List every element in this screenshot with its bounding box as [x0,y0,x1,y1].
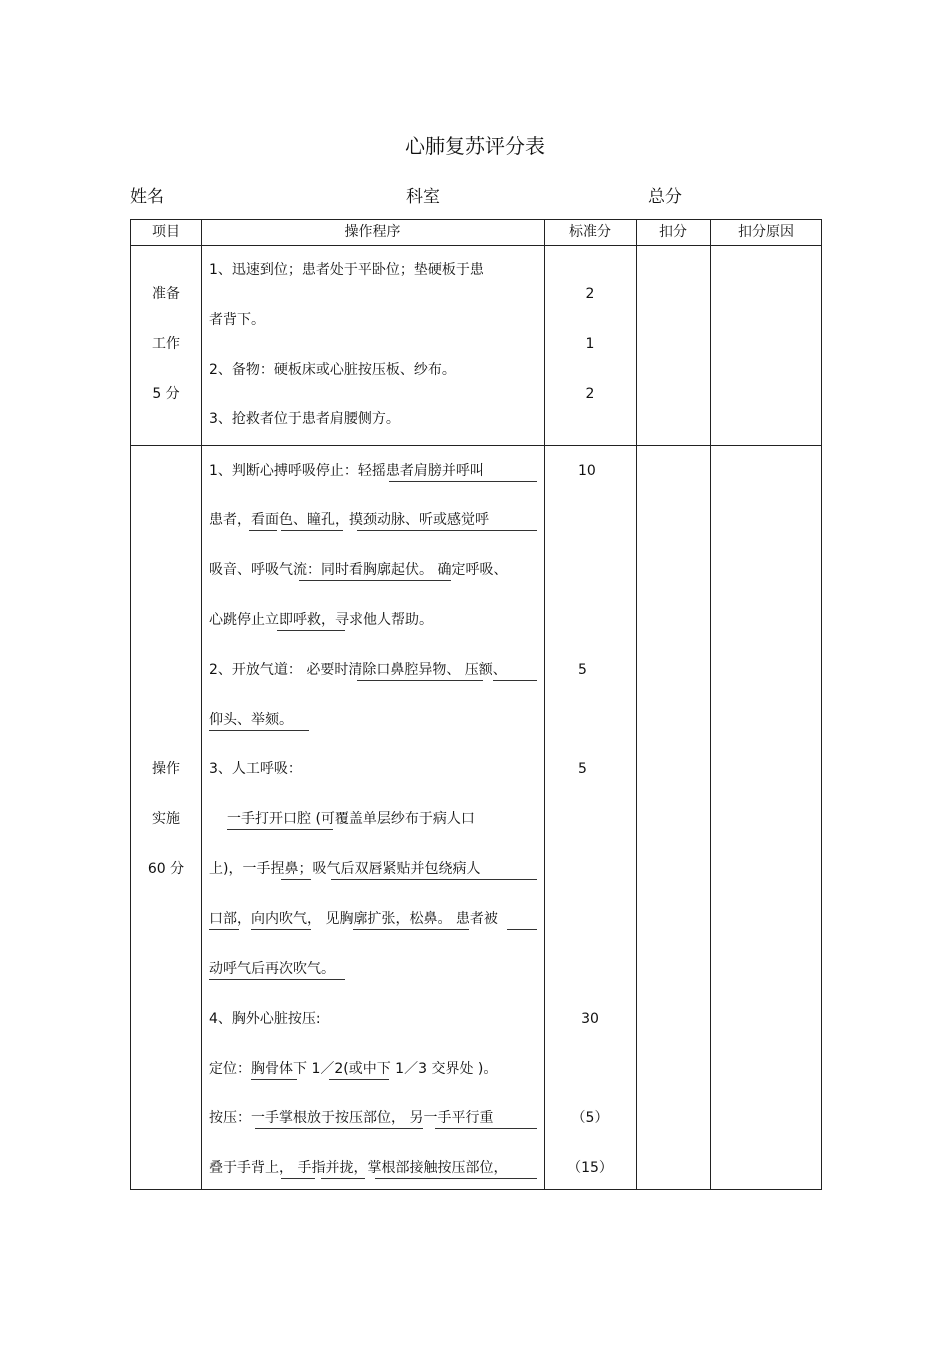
op-step-line: 1、判断心搏呼吸停止：轻摇患者肩膀并呼叫 [209,463,484,479]
prep-label-line: 准备 [152,286,180,302]
column-divider [544,220,545,1189]
op-step-line: 上)，一手捏鼻；吸气后双唇紧贴并包绕病人 [209,861,481,877]
score-table [130,219,822,1190]
text-underline [357,680,483,681]
op-step-line: 4、胸外心脏按压: [209,1011,321,1027]
op-step-line: 吸音、呼吸气流：同时看胸廓起伏。 确定呼吸、 [209,562,508,578]
op-score: 30 [581,1011,599,1027]
column-divider [636,220,637,1189]
op-score: （5） [571,1110,609,1126]
prep-step-line: 1、迅速到位；患者处于平卧位；垫硬板于患 [209,262,484,278]
text-underline [251,929,311,930]
text-underline [331,879,537,880]
op-step-line: 按压：一手掌根放于按压部位， 另一手平行重 [209,1110,494,1126]
text-underline [281,879,311,880]
op-score: （15） [567,1160,613,1176]
prep-label-line: 工作 [152,336,180,352]
op-step-line: 动呼气后再次吹气。 [209,961,335,977]
name-label: 姓名 [130,187,164,207]
op-step-line: 2、开放气道： 必要时清除口鼻腔异物、 压额、 [209,662,507,678]
op-step-line: 心跳停止立即呼救，寻求他人帮助。 [209,612,433,628]
header-deduction-reason: 扣分原因 [738,224,794,240]
text-underline [249,530,277,531]
op-step-line: 仰头、举颏。 [209,712,293,728]
prep-score: 2 [585,386,595,402]
page-title: 心肺复苏评分表 [405,134,545,158]
prep-score: 1 [585,336,595,352]
op-step-line: 3、人工呼吸： [209,761,302,777]
op-step-line: 患者，看面色、瞳孔，摸颈动脉、听或感觉呼 [209,512,489,528]
text-underline [507,929,537,930]
header-deduction: 扣分 [659,224,687,240]
op-score: 5 [578,662,587,678]
header-standard-score: 标准分 [569,224,611,240]
op-score: 10 [578,463,596,479]
prep-label-line: 5 分 [152,386,180,402]
header-procedure: 操作程序 [344,224,401,240]
text-underline [277,630,345,631]
text-underline [255,1128,423,1129]
text-underline [209,929,239,930]
column-divider [201,220,202,1189]
text-underline [227,829,333,830]
text-underline [209,979,345,980]
text-underline [353,929,469,930]
row-divider [131,245,821,246]
text-underline [251,1079,297,1080]
text-underline [375,1178,537,1179]
prep-step-line: 3、抢救者位于患者肩腰侧方。 [209,411,400,427]
op-step-line: 定位：胸骨体下 1／2(或中下 1／3 交界处 )。 [209,1061,498,1077]
op-label-line: 60 分 [147,861,185,877]
department-label: 科室 [406,187,440,207]
text-underline [281,1178,315,1179]
text-underline [281,530,343,531]
total-score-label: 总分 [648,187,682,207]
text-underline [389,481,537,482]
text-underline [209,730,309,731]
op-label-line: 实施 [152,811,180,827]
op-step-line: 一手打开口腔 (可覆盖单层纱布于病人口 [227,811,475,827]
op-step-line: 口部，向内吹气， 见胸廓扩张，松鼻。 患者被 [209,911,498,927]
column-divider [710,220,711,1189]
text-underline [299,580,451,581]
text-underline [435,1128,537,1129]
text-underline [357,530,537,531]
header-item: 项目 [152,224,180,240]
text-underline [329,1079,389,1080]
op-label-line: 操作 [152,761,180,777]
prep-score: 2 [585,286,595,302]
op-score: 5 [578,761,587,777]
prep-step-line: 2、备物：硬板床或心脏按压板、纱布。 [209,362,456,378]
row-divider [131,445,821,446]
op-step-line: 叠于手背上， 手指并拢，掌根部接触按压部位， [209,1160,508,1176]
text-underline [321,1178,365,1179]
text-underline [493,680,537,681]
prep-step-line: 者背下。 [209,312,265,328]
